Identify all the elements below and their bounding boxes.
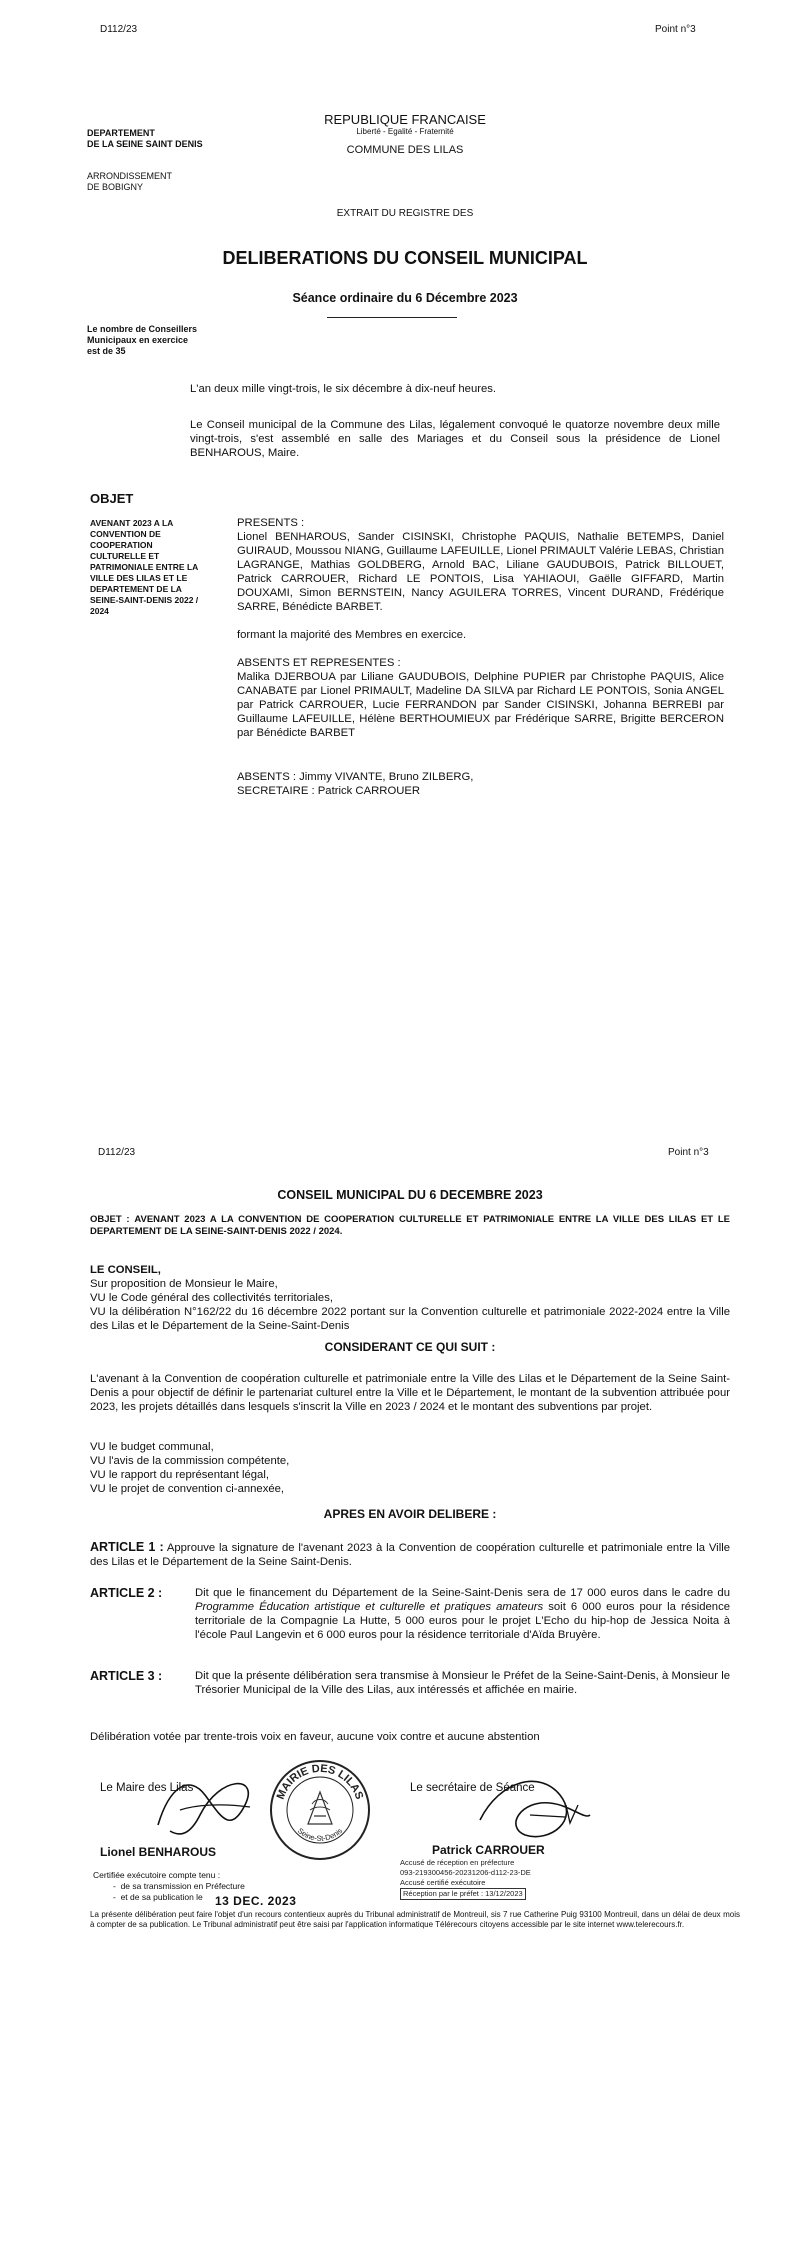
objet-label: OBJET : bbox=[90, 1214, 130, 1225]
objet-heading: OBJET bbox=[90, 491, 134, 506]
absents-line: ABSENTS : Jimmy VIVANTE, Bruno ZILBERG, bbox=[237, 771, 474, 783]
article-3 bbox=[90, 1669, 730, 1697]
session-line: Séance ordinaire du 6 Décembre 2023 bbox=[292, 291, 518, 305]
secretary-line: SECRETAIRE : Patrick CARROUER bbox=[237, 785, 421, 797]
article-2-text: Dit que le financement du Département de la Seine-Saint-Denis sera de 17 000 euros dans le cadre du Programme Éducation artistique et culturelle et pratiques amateurs soit 6 000 euros pour la résidence territoriale de la Compagnie La Hutte, 5 000 euros pour le projet L'Echo du hip-hop de Jessica Noita à l'école Paul Langevin et 6 000 euros pour la résidence territoriale d'Aïda Bruyère. bbox=[195, 1587, 731, 1641]
visas-top-block bbox=[90, 1263, 730, 1333]
secretary-name: Patrick CARROUER bbox=[432, 1843, 545, 1857]
le-conseil: LE CONSEIL, bbox=[90, 1264, 161, 1276]
publication-date-stamp: 13 DEC. 2023 bbox=[215, 1894, 297, 1908]
reference-right: Point n°3 bbox=[655, 24, 696, 35]
title-underline bbox=[327, 317, 457, 318]
prefect-receipt: Réception par le préfet : 13/12/2023 bbox=[400, 1888, 526, 1900]
objet-line bbox=[90, 1214, 730, 1238]
visa-line: VU le rapport du représentant légal, bbox=[90, 1469, 269, 1481]
attendance-block bbox=[237, 516, 724, 798]
article-3-label: ARTICLE 3 : bbox=[90, 1669, 163, 1683]
reference-right: Point n°3 bbox=[668, 1147, 709, 1158]
seal-subtext: Seine-St-Denis bbox=[295, 1826, 345, 1843]
page-2 bbox=[0, 1115, 793, 2246]
visa-line: Sur proposition de Monsieur le Maire, bbox=[90, 1278, 278, 1290]
visa-line: VU l'avis de la commission compétente, bbox=[90, 1455, 290, 1467]
visa-line: VU le budget communal, bbox=[90, 1441, 214, 1453]
svg-text:Seine-St-Denis bbox=[296, 1826, 345, 1843]
page-1 bbox=[0, 0, 793, 1115]
mayor-signature bbox=[150, 1765, 260, 1845]
certification-block: Certifiée exécutoire compte tenu : - de sa transmission en Préfecture - et de sa publication le bbox=[93, 1870, 245, 1902]
objet-text: AVENANT 2023 A LA CONVENTION DE COOPERATION CULTURELLE ET PATRIMONIALE ENTRE LA VILLE DES LILAS ET LE DEPARTEMENT DE LA SEINE-SAINT-DENIS 2022 / 2024. bbox=[90, 1214, 730, 1237]
presents-list: Lionel BENHAROUS, Sander CISINSKI, Christophe PAQUIS, Nathalie BETEMPS, Daniel GUIRAUD, Moussou NIANG, Guillaume LAFEUILLE, Lionel PRIMAULT Valérie LEBAS, Christian LAGRANGE, Mathias GOLDBERG, Arnold BAC, Liliane GAUDUBOIS, Patrick BILLOUET, Patrick CARROUER, Richard LE PONTOIS, Lisa YAHIAOUI, Gaëlle GIFFARD, Martin DOUXAMI, Simon BERNSTEIN, Nancy AGUILERA TORRES, Vincent DURAND, Frédérique SARRE, Bénédicte BARBET. bbox=[237, 531, 724, 613]
visa-line: VU le Code général des collectivités territoriales, bbox=[90, 1292, 333, 1304]
acknowledgement-stamp: Accusé de réception en préfecture 093-219300456-20231206-d112-23-DE Accusé certifié exécutoire Réception par le préfet : 13/12/2023 bbox=[400, 1858, 531, 1898]
absents-represented-list: Malika DJERBOUA par Liliane GAUDUBOIS, Delphine PUPIER par Christophe PAQUIS, Alice CANABATE par Lionel PRIMAULT, Madeline DA SILVA par Richard LE PONTOIS, Sonia ANGEL par Patrick CARROUER, Lucie FERRANDON par Sander CISINSKI, Johanna BERREBI par Guillaume LAFEUILLE, Hélène BERTHOUMIEUX par Frédérique SARRE, Brigitte BERCERON par Bénédicte BARBET bbox=[237, 671, 724, 739]
secretary-signature bbox=[470, 1765, 600, 1850]
visas-bottom-block bbox=[90, 1440, 730, 1496]
recourse-notice: La présente délibération peut faire l'objet d'un recours contentieux auprès du Tribunal administratif de Montreuil, sis 7 rue Catherine Puig 93100 Montreuil, dans un délai de deux mois à compter de sa publication. Le Tribunal administratif peut être saisi par l'application informatique Télérecours citoyens accessible par le site internet www.telerecours.fr. bbox=[90, 1910, 740, 1929]
delibere-heading: APRES EN AVOIR DELIBERE : bbox=[323, 1507, 497, 1521]
considerant-heading: CONSIDERANT CE QUI SUIT : bbox=[324, 1340, 496, 1354]
article-2 bbox=[90, 1586, 730, 1642]
absents-represented-heading: ABSENTS ET REPRESENTES : bbox=[237, 657, 401, 669]
majority-line: formant la majorité des Membres en exercice. bbox=[237, 629, 467, 641]
extract-label: EXTRAIT DU REGISTRE DES bbox=[336, 208, 474, 219]
article-2-label: ARTICLE 2 : bbox=[90, 1586, 163, 1600]
article-1 bbox=[90, 1540, 730, 1569]
visa-line: VU la délibération N°162/22 du 16 décembre 2022 portant sur la Convention culturelle et patrimoniale 2022-2024 entre la Ville des Lilas et le Département de la Seine-Saint-Denis bbox=[90, 1306, 730, 1332]
republic-header: REPUBLIQUE FRANCAISE Liberté - Egalité - Fraternité COMMUNE DES LILAS bbox=[324, 112, 486, 156]
vote-line: Délibération votée par trente-trois voix en faveur, aucune voix contre et aucune abstention bbox=[90, 1731, 540, 1743]
arrondissement-block: ARRONDISSEMENT DE BOBIGNY bbox=[87, 171, 173, 192]
mayor-name: Lionel BENHAROUS bbox=[100, 1845, 217, 1859]
article-3-text: Dit que la présente délibération sera transmise à Monsieur le Préfet de la Seine-Saint-Denis, à Monsieur le Trésorier Municipal de la Ville des Lilas, aux intéressés et affichée en mairie. bbox=[195, 1670, 730, 1696]
mayor-title: Le Maire des Lilas bbox=[100, 1782, 194, 1794]
visa-line: VU le projet de convention ci-annexée, bbox=[90, 1483, 285, 1495]
seal-text: MAIRIE DES LILAS bbox=[274, 1762, 366, 1802]
objet-text: AVENANT 2023 A LA CONVENTION DE COOPERATION CULTURELLE ET PATRIMONIALE ENTRE LA VILLE DES LILAS ET LE DEPARTEMENT DE LA SEINE-SAINT-DENIS 2022 / 2024 bbox=[90, 518, 199, 616]
reference-left: D112/23 bbox=[100, 24, 138, 35]
secretary-title: Le secrétaire de Séance bbox=[410, 1782, 535, 1794]
article-1-label: ARTICLE 1 : bbox=[90, 1540, 164, 1554]
convocation-paragraph: Le Conseil municipal de la Commune des Lilas, légalement convoqué le quatorze novembre deux mille vingt-trois, s'est assemblé en salle des Mariages et du Conseil sous la présidence de Lionel BENHAROUS, Maire. bbox=[190, 419, 720, 459]
municipal-seal bbox=[268, 1758, 373, 1863]
council-title: CONSEIL MUNICIPAL DU 6 DECEMBRE 2023 bbox=[277, 1188, 543, 1202]
councillors-count: Le nombre de Conseillers Municipaux en exercice est de 35 bbox=[87, 324, 198, 356]
considerant-paragraph: L'avenant à la Convention de coopération culturelle et patrimoniale entre la Ville des Lilas et le Département de la Seine Saint-Denis a pour objectif de définir le partenariat culturel entre la Ville et le Département, le montant de la subvention attribuée pour 2023, les projets détaillés dans lesquels s'inscrit la Ville en 2023 / 2024 et le montant des subventions par projet. bbox=[90, 1373, 730, 1413]
document-title: DELIBERATIONS DU CONSEIL MUNICIPAL bbox=[222, 248, 588, 268]
reference-left: D112/23 bbox=[98, 1147, 136, 1158]
date-line: L'an deux mille vingt-trois, le six décembre à dix-neuf heures. bbox=[190, 383, 497, 395]
article-1-text: Approuve la signature de l'avenant 2023 à la Convention de coopération culturelle et patrimoniale entre la Ville des Lilas et le Département de la Seine Saint-Denis. bbox=[90, 1542, 730, 1568]
department-block: DEPARTEMENT DE LA SEINE SAINT DENIS bbox=[87, 128, 203, 149]
presents-heading: PRESENTS : bbox=[237, 517, 305, 529]
svg-text:MAIRIE DES LILAS bbox=[275, 1763, 366, 1801]
